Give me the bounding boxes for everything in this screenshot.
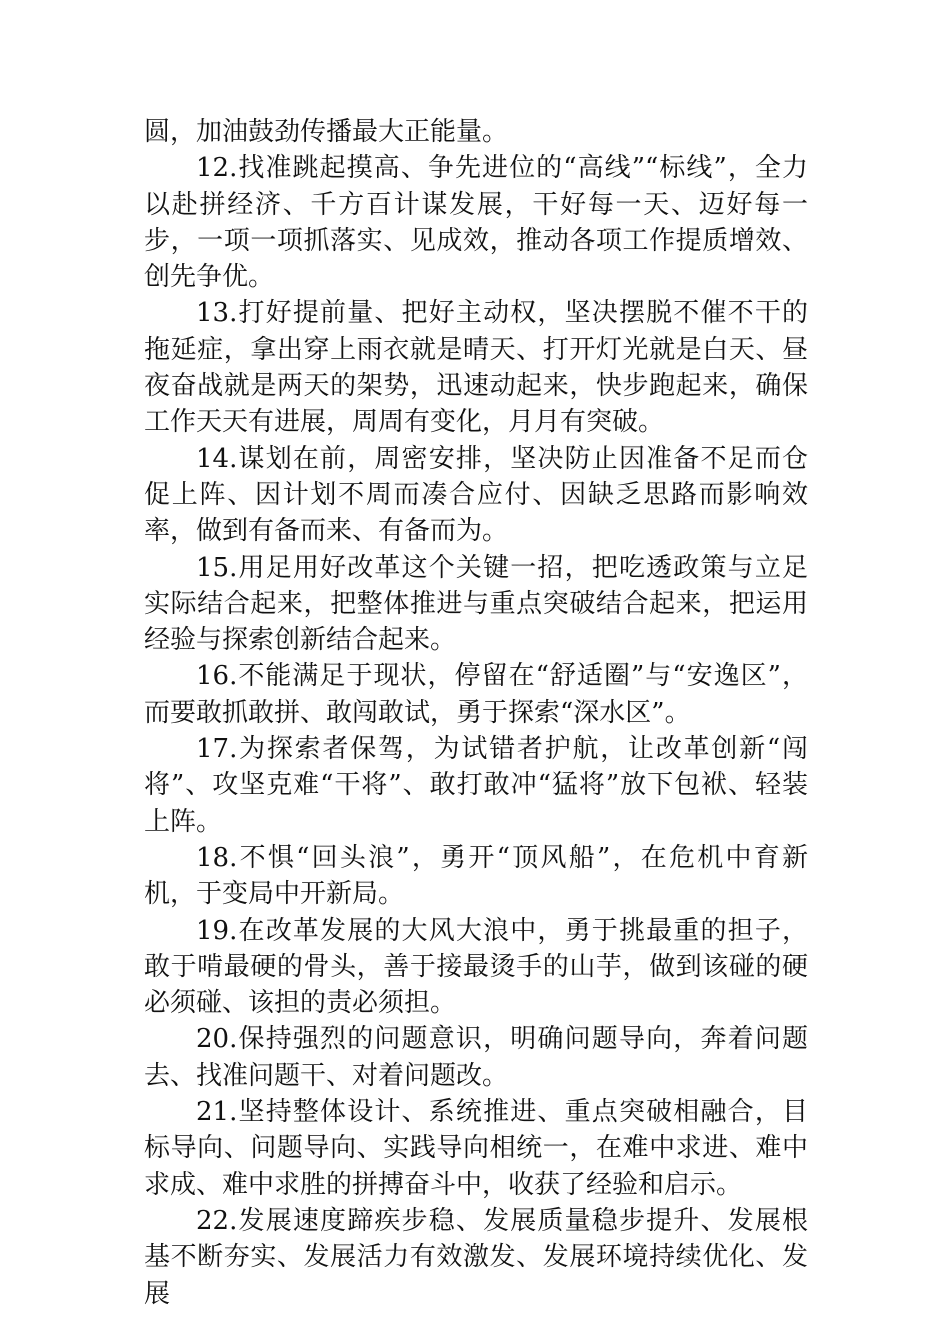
paragraph-22: 22.发展速度蹄疾步稳、发展质量稳步提升、发展根基不断夯实、发展活力有效激发、发展环境持续优化、发展 — [144, 1205, 808, 1309]
document-body — [144, 114, 808, 1312]
paragraph-17: 17.为探索者保驾，为试错者护航，让改革创新“闯将”、攻坚克难“干将”、敢打敢冲“猛将”放下包袱、轻装上阵。 — [144, 734, 808, 837]
paragraph-16: 16.不能满足于现状，停留在“舒适圈”与“安逸区”，而要敢抓敢拼、敢闯敢试，勇于探索“深水区”。 — [144, 661, 808, 728]
paragraph-21: 21.坚持整体设计、系统推进、重点突破相融合，目标导向、问题导向、实践导向相统一，在难中求进、难中求成、难中求胜的拼搏奋斗中，收获了经验和启示。 — [144, 1097, 808, 1200]
paragraph-continuation: 圆，加油鼓劲传播最大正能量。 — [144, 117, 509, 147]
paragraph-18: 18.不惧“回头浪”，勇开“顶风船”，在危机中育新机，于变局中开新局。 — [144, 842, 808, 910]
paragraph-20: 20.保持强烈的问题意识，明确问题导向，奔着问题去、找准问题干、对着问题改。 — [144, 1024, 808, 1091]
paragraph-15: 15.用足用好改革这个关键一招，把吃透政策与立足实际结合起来，把整体推进与重点突破结合起来，把运用经验与探索创新结合起来。 — [144, 552, 808, 656]
paragraph-13: 13.打好提前量、把好主动权，坚决摆脱不催不干的拖延症，拿出穿上雨衣就是晴天、打开灯光就是白天、昼夜奋战就是两天的架势，迅速动起来，快步跑起来，确保工作天天有进展，周周有变化，月月有突破。 — [144, 298, 808, 438]
paragraph-12: 12.找准跳起摸高、争先进位的“高线”“标线”，全力以赴拼经济、千方百计谋发展，干好每一天、迈好每一步，一项一项抓落实、见成效，推动各项工作提质增效、创先争优。 — [144, 153, 808, 293]
paragraph-19: 19.在改革发展的大风大浪中，勇于挑最重的担子，敢于啃最硬的骨头，善于接最烫手的山芋，做到该碰的硬必须碰、该担的责必须担。 — [144, 915, 808, 1019]
paragraph-14: 14.谋划在前，周密安排，坚决防止因准备不足而仓促上阵、因计划不周而凑合应付、因缺乏思路而影响效率，做到有备而来、有备而为。 — [144, 443, 808, 547]
